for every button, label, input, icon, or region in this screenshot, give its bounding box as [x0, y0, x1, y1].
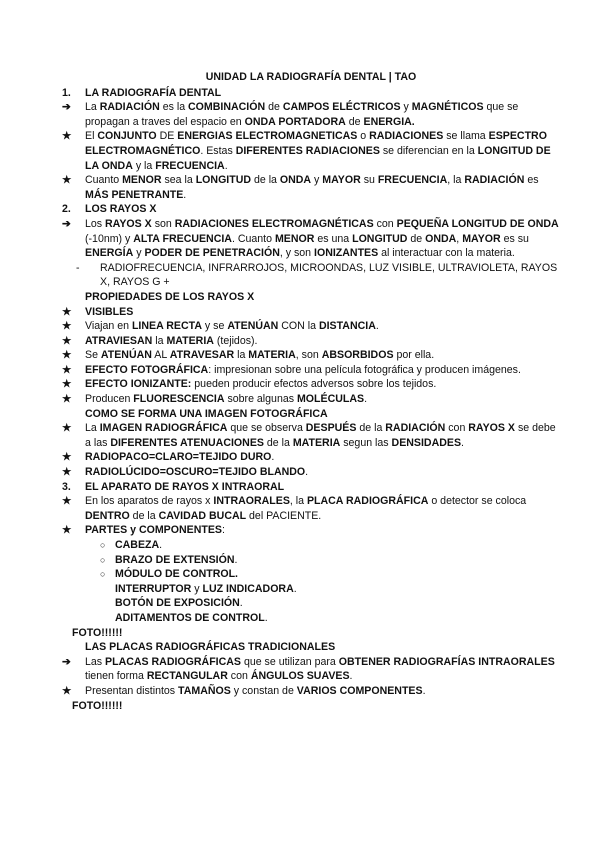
- arrow-bullet-icon: ➔: [62, 655, 71, 668]
- list-item: [62, 684, 560, 699]
- text-run: La: [85, 422, 100, 435]
- text-run: MATERIA: [166, 334, 214, 347]
- text-run: y se: [201, 320, 228, 333]
- list-item: [62, 596, 560, 611]
- star-bullet-icon: ★: [62, 349, 72, 362]
- star-bullet-icon: ★: [62, 174, 72, 187]
- arrow-bullet-icon: ➔: [62, 101, 71, 114]
- text-run: se llama: [443, 130, 489, 143]
- list-item: [62, 538, 560, 553]
- dash-bullet: -: [76, 261, 80, 274]
- text-run: .: [349, 670, 353, 683]
- text-run: , y son: [279, 247, 315, 260]
- text-run: es su: [500, 232, 529, 245]
- photo-placeholder: [62, 699, 560, 714]
- text-run: RADIOPACO=CLARO=TEJIDO DURO: [85, 451, 272, 464]
- text-run: BRAZO DE EXTENSIÓN: [115, 553, 235, 566]
- text-run: ,: [456, 232, 463, 245]
- text-run: EFECTO FOTOGRÁFICA: [85, 363, 209, 376]
- list-item: [62, 392, 560, 407]
- list-item: [62, 567, 560, 582]
- text-run: o: [357, 130, 370, 143]
- text-run: BOTÓN DE EXPOSICIÓN: [115, 597, 240, 610]
- text-run: RADIACIÓN: [385, 422, 446, 435]
- text-run: PEQUEÑA LONGITUD DE ONDA: [396, 217, 559, 230]
- text-run: pueden producir efectos adversos sobre los tejidos.: [191, 378, 437, 391]
- text-run: y: [311, 174, 323, 187]
- text-run: al interactuar con la materia.: [378, 247, 515, 260]
- text-run: DESPUÉS: [305, 422, 357, 435]
- list-item: [62, 611, 560, 626]
- list-item: [62, 129, 560, 173]
- text-run: .: [293, 582, 297, 595]
- text-run: ONDA: [279, 174, 312, 187]
- text-run: (-10nm) y: [85, 232, 134, 245]
- text-run: su: [360, 174, 378, 187]
- text-run: ENERGÍA: [85, 247, 134, 260]
- text-run: de la: [129, 509, 159, 522]
- text-run: MENOR: [122, 174, 162, 187]
- list-item: [62, 377, 560, 392]
- text-run: MÁS PENETRANTE: [85, 188, 184, 201]
- text-run: .: [234, 553, 238, 566]
- text-run: es: [524, 174, 539, 187]
- text-run: FLUORESCENCIA: [133, 393, 225, 406]
- circle-bullet-icon: ○: [100, 554, 106, 565]
- text-run: IMAGEN RADIOGRÁFICA: [99, 422, 228, 435]
- star-bullet-icon: ★: [62, 378, 72, 391]
- text-run: y la: [132, 159, 156, 172]
- section-heading: [62, 407, 560, 422]
- star-bullet-icon: ★: [62, 451, 72, 464]
- star-bullet-icon: ★: [62, 495, 72, 508]
- text-run: .: [364, 393, 368, 406]
- text-run: IONIZANTES: [314, 247, 379, 260]
- text-run: sea la: [161, 174, 196, 187]
- text-run: EL APARATO DE RAYOS X INTRAORAL: [85, 480, 285, 493]
- circle-bullet-icon: ○: [100, 540, 106, 550]
- section-heading: [62, 202, 560, 217]
- list-item: [62, 100, 560, 129]
- text-run: RADIOLÚCIDO=OSCURO=TEJIDO BLANDO: [85, 466, 306, 479]
- text-run: OBTENER RADIOGRAFÍAS INTRAORALES: [338, 655, 555, 668]
- text-run: MÓDULO DE CONTROL.: [115, 568, 238, 581]
- text-run: es una: [314, 232, 353, 245]
- text-run: con: [445, 422, 469, 435]
- text-run: con: [227, 670, 251, 683]
- text-run: o detector se coloca: [428, 495, 527, 508]
- text-run: VISIBLES: [85, 305, 134, 318]
- text-run: En los aparatos de rayos x: [85, 495, 214, 508]
- list-item: [62, 261, 560, 290]
- text-run: MAYOR: [462, 232, 501, 245]
- text-run: LONGITUD: [352, 232, 408, 245]
- text-run: LUZ INDICADORA: [202, 582, 294, 595]
- section-heading: [62, 86, 560, 101]
- text-run: :: [221, 524, 225, 537]
- list-item: [62, 494, 560, 523]
- text-run: (tejidos).: [213, 334, 258, 347]
- text-run: ONDA: [425, 232, 457, 245]
- text-run: DIFERENTES RADIACIONES: [235, 144, 380, 157]
- text-run: FOTO!!!!!!: [72, 699, 123, 712]
- text-run: .: [271, 451, 275, 464]
- text-run: de: [265, 101, 283, 114]
- text-run: INTRAORALES: [213, 495, 290, 508]
- star-bullet-icon: ★: [62, 524, 72, 537]
- list-item: [62, 523, 560, 538]
- text-run: RADIACIONES: [369, 130, 444, 143]
- text-run: Producen: [85, 393, 134, 406]
- text-run: LAS PLACAS RADIOGRÁFICAS TRADICIONALES: [85, 641, 336, 654]
- text-run: LONGITUD DE LA ONDA: [85, 144, 551, 172]
- text-run: que se propagan a traves del espacio en: [85, 101, 519, 128]
- text-run: El: [85, 130, 98, 143]
- text-run: RADIACIÓN: [99, 101, 160, 114]
- text-run: de: [345, 115, 364, 128]
- section-number: 1.: [62, 86, 71, 99]
- text-run: ÁNGULOS SUAVES: [250, 670, 350, 683]
- text-run: que se observa: [227, 422, 306, 435]
- text-run: que se utilizan para: [241, 655, 339, 668]
- text-run: DISTANCIA: [318, 320, 376, 333]
- list-item: [62, 655, 560, 684]
- text-run: de: [407, 232, 426, 245]
- text-run: la: [234, 349, 249, 362]
- text-run: de la: [356, 422, 386, 435]
- list-item: [62, 421, 560, 450]
- text-run: PLACAS RADIOGRÁFICAS: [105, 655, 241, 668]
- list-item: [62, 319, 560, 334]
- text-run: se debe a las: [85, 422, 556, 449]
- text-run: . Estas: [200, 144, 236, 157]
- text-run: MOLÉCULAS: [296, 393, 365, 406]
- text-run: CONJUNTO: [97, 130, 157, 143]
- text-run: del PACIENTE.: [246, 509, 322, 522]
- star-bullet-icon: ★: [62, 334, 72, 347]
- text-run: de la: [263, 436, 293, 449]
- text-run: PROPIEDADES DE LOS RAYOS X: [85, 290, 255, 303]
- document-title: UNIDAD LA RADIOGRAFÍA DENTAL | TAO: [205, 71, 417, 83]
- text-run: sobre algunas: [224, 393, 297, 406]
- text-run: FRECUENCIA: [155, 159, 225, 172]
- text-run: y: [191, 582, 203, 595]
- text-run: LOS RAYOS X: [85, 203, 157, 216]
- text-run: Los: [85, 217, 106, 230]
- text-run: son: [151, 217, 175, 230]
- list-item: [62, 582, 560, 597]
- text-run: y: [400, 101, 412, 114]
- text-run: : impresionan sobre una película fotográfica y producen imágenes.: [208, 363, 521, 376]
- text-run: INTERRUPTOR: [115, 582, 192, 595]
- text-run: . Cuanto: [231, 232, 275, 245]
- star-bullet-icon: ★: [62, 466, 72, 479]
- text-run: MENOR: [274, 232, 315, 245]
- text-run: DENSIDADES: [391, 436, 462, 449]
- document-body: [62, 86, 560, 714]
- text-run: RAYOS X: [468, 422, 515, 435]
- text-run: y constan de: [230, 684, 297, 697]
- list-item: [62, 553, 560, 568]
- text-run: se diferencian en la: [379, 144, 478, 157]
- text-run: con: [373, 217, 397, 230]
- list-item: [62, 173, 560, 202]
- text-run: CAMPOS ELÉCTRICOS: [282, 101, 401, 114]
- text-run: LONGITUD: [195, 174, 252, 187]
- text-run: Se: [85, 349, 101, 362]
- text-run: DE: [156, 130, 178, 143]
- list-item: [62, 217, 560, 261]
- text-run: .: [305, 466, 309, 479]
- text-run: .: [375, 320, 379, 333]
- star-bullet-icon: ★: [62, 393, 72, 406]
- text-run: MAGNÉTICOS: [411, 101, 484, 114]
- text-run: .: [264, 611, 268, 624]
- text-run: .: [159, 539, 163, 551]
- text-run: la: [152, 334, 167, 347]
- star-bullet-icon: ★: [62, 422, 72, 435]
- section-heading: [62, 290, 560, 305]
- text-run: ADITAMENTOS DE CONTROL: [115, 611, 265, 624]
- text-run: ABSORBIDOS: [321, 349, 394, 362]
- star-bullet-icon: ★: [62, 684, 72, 697]
- star-bullet-icon: ★: [62, 130, 72, 143]
- text-run: , la: [289, 495, 307, 508]
- text-run: de la: [251, 174, 280, 187]
- text-run: Las: [85, 655, 106, 668]
- text-run: ATENÚAN: [100, 349, 152, 362]
- text-run: ALTA FRECUENCIA: [133, 232, 232, 245]
- list-item: [62, 305, 560, 320]
- text-run: ENERGIA.: [363, 115, 415, 128]
- text-run: RECTANGULAR: [146, 670, 228, 683]
- text-run: AL: [151, 349, 170, 362]
- text-run: tienen forma: [85, 670, 147, 683]
- list-item: [62, 465, 560, 480]
- text-run: ENERGIAS ELECTROMAGNETICAS: [177, 130, 358, 143]
- text-run: ONDA PORTADORA: [244, 115, 346, 128]
- text-run: PARTES y COMPONENTES: [85, 524, 222, 537]
- text-run: MATERIA: [248, 349, 296, 362]
- text-run: ATRAVIESAN: [85, 334, 153, 347]
- arrow-bullet-icon: ➔: [62, 217, 71, 230]
- text-run: RAYOS X: [105, 217, 152, 230]
- text-run: PLACA RADIOGRÁFICA: [306, 495, 429, 508]
- text-run: .: [183, 188, 187, 201]
- text-run: VARIOS COMPONENTES: [296, 684, 423, 697]
- text-run: RADIACIONES ELECTROMAGNÉTICAS: [174, 217, 374, 230]
- text-run: MAYOR: [322, 174, 361, 187]
- text-run: TAMAÑOS: [178, 684, 231, 697]
- section-number: 3.: [62, 480, 71, 493]
- text-run: FRECUENCIA: [377, 174, 448, 187]
- text-run: , la: [447, 174, 465, 187]
- text-run: ESPECTRO ELECTROMAGNÉTICO: [85, 130, 547, 157]
- text-run: .: [461, 436, 464, 449]
- text-run: .: [239, 597, 243, 610]
- section-heading: [62, 480, 560, 495]
- text-run: por ella.: [393, 349, 435, 362]
- text-run: CABEZA: [115, 539, 160, 551]
- section-heading: [62, 640, 560, 655]
- text-run: LINEA RECTA: [131, 320, 202, 333]
- list-item: [62, 363, 560, 378]
- star-bullet-icon: ★: [62, 305, 72, 318]
- star-bullet-icon: ★: [62, 363, 72, 376]
- photo-placeholder: [62, 626, 560, 641]
- text-run: es la: [159, 101, 189, 114]
- text-run: PODER DE PENETRACIÓN: [144, 247, 280, 260]
- text-run: ATRAVESAR: [169, 349, 235, 362]
- text-run: DENTRO: [85, 509, 130, 522]
- text-run: .: [224, 159, 228, 172]
- text-run: EFECTO IONIZANTE:: [85, 378, 192, 391]
- text-run: MATERIA: [292, 436, 341, 449]
- text-run: , son: [295, 349, 322, 362]
- text-run: RADIACIÓN: [464, 174, 525, 187]
- star-bullet-icon: ★: [62, 320, 72, 333]
- text-run: .: [422, 684, 426, 697]
- text-run: y: [133, 247, 145, 260]
- text-run: La: [85, 101, 100, 114]
- text-run: FOTO!!!!!!: [72, 626, 123, 639]
- text-run: RADIOFRECUENCIA, INFRARROJOS, MICROONDAS, LUZ VISIBLE, ULTRAVIOLETA, RAYOS X, RAYOS G +: [100, 261, 558, 289]
- text-run: segun las: [340, 436, 392, 449]
- circle-bullet-icon: ○: [100, 569, 106, 580]
- text-run: COMO SE FORMA UNA IMAGEN FOTOGRÁFICA: [85, 407, 328, 420]
- text-run: CAVIDAD BUCAL: [158, 509, 247, 522]
- text-run: LA RADIOGRAFÍA DENTAL: [85, 86, 222, 99]
- list-item: [62, 334, 560, 349]
- text-run: Presentan distintos: [85, 684, 179, 697]
- text-run: DIFERENTES ATENUACIONES: [110, 436, 264, 449]
- text-run: Cuanto: [85, 174, 123, 187]
- section-number: 2.: [62, 203, 71, 216]
- list-item: [62, 450, 560, 465]
- text-run: Viajan en: [85, 320, 132, 333]
- text-run: CON la: [278, 320, 319, 333]
- list-item: [62, 348, 560, 363]
- text-run: COMBINACIÓN: [188, 101, 266, 114]
- text-run: ATENÚAN: [227, 320, 279, 333]
